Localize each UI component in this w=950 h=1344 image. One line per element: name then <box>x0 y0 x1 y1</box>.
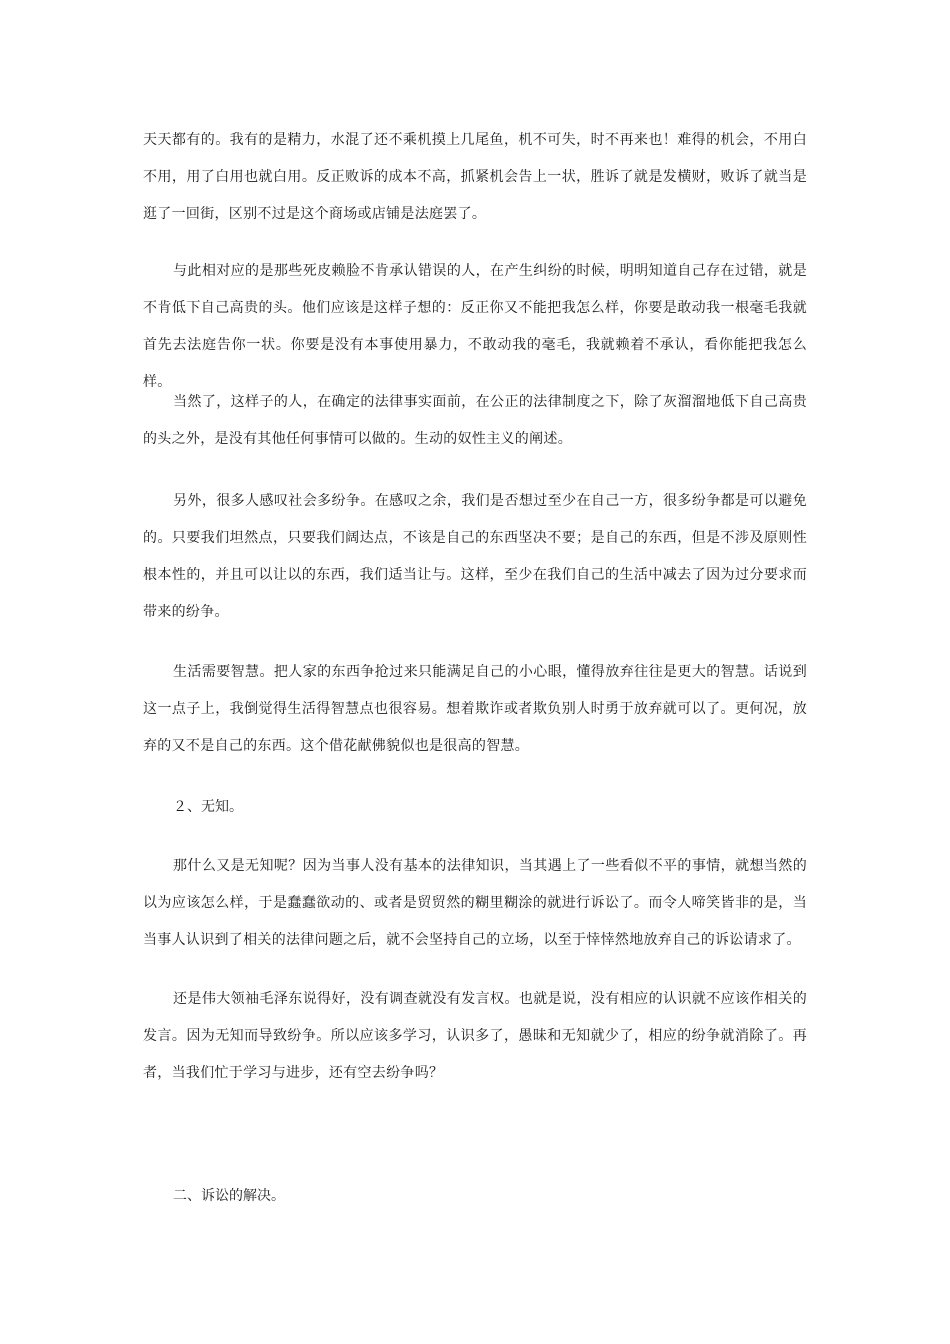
paragraph-7: 还是伟大领袖毛泽东说得好，没有调查就没有发言权。也就是说，没有相应的认识就不应该作相关的发言。因为无知而导致纷争。所以应该多学习，认识多了，愚昧和无知就少了，相应的纷争就消除了。再者，当我们忙于学习与进步，还有空去纷争吗？ <box>143 991 807 1081</box>
subheading-ignorance: ２、无知。 <box>173 799 243 815</box>
section-heading-litigation-resolution: 二、诉讼的解决。 <box>173 1188 285 1204</box>
paragraph-5: 生活需要智慧。把人家的东西争抢过来只能满足自己的小心眼，懂得放弃往往是更大的智慧。话说到这一点子上，我倒觉得生活得智慧点也很容易。想着欺诈或者欺负别人时勇于放弃就可以了。更何况，放弃的又不是自己的东西。这个借花献佛貌似也是很高的智慧。 <box>143 664 807 754</box>
paragraph-2: 与此相对应的是那些死皮赖脸不肯承认错误的人，在产生纠纷的时候，明明知道自己存在过错，就是不肯低下自己高贵的头。他们应该是这样子想的：反正你又不能把我怎么样，你要是敢动我一根毫毛我就首先去法庭告你一状。你要是没有本事使用暴力，不敢动我的毫毛，我就赖着不承认，看你能把我怎么样。 <box>143 263 807 390</box>
paragraph-6: 那什么又是无知呢？因为当事人没有基本的法律知识，当其遇上了一些看似不平的事情，就想当然的以为应该怎么样，于是蠢蠢欲动的、或者是贸贸然的糊里糊涂的就进行诉讼了。而令人啼笑皆非的是，当当事人认识到了相关的法律问题之后，就不会坚持自己的立场，以至于悻悻然地放弃自己的诉讼请求了。 <box>143 858 807 948</box>
paragraph-4: 另外，很多人感叹社会多纷争。在感叹之余，我们是否想过至少在自己一方，很多纷争都是可以避免的。只要我们坦然点，只要我们阔达点，不该是自己的东西坚决不要；是自己的东西，但是不涉及原则性根本性的，并且可以让以的东西，我们适当让与。这样，至少在我们自己的生活中减去了因为过分要求而带来的纷争。 <box>143 493 807 620</box>
paragraph-3: 当然了，这样子的人，在确定的法律事实面前，在公正的法律制度之下，除了灰溜溜地低下自己高贵的头之外，是没有其他任何事情可以做的。生动的奴性主义的阐述。 <box>143 394 807 447</box>
paragraph-1: 天天都有的。我有的是精力，水混了还不乘机摸上几尾鱼，机不可失，时不再来也！难得的机会，不用白不用，用了白用也就白用。反正败诉的成本不高，抓紧机会告上一状，胜诉了就是发横财，败诉了就当是逛了一回街，区别不过是这个商场或店铺是法庭罢了。 <box>143 132 807 222</box>
